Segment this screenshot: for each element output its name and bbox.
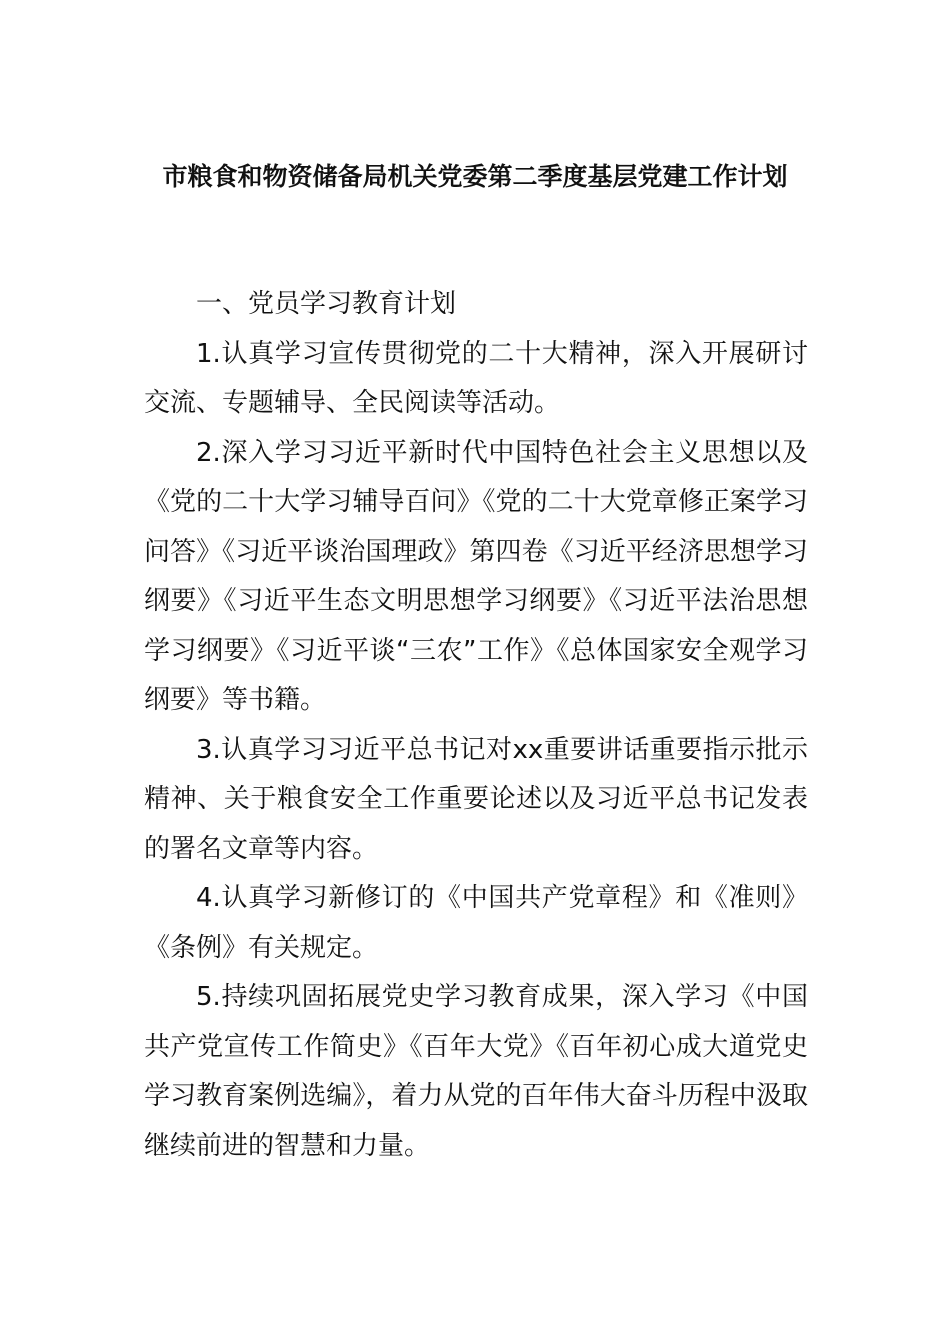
paragraph-item-4: 4.认真学习新修订的《中国共产党章程》和《准则》《条例》有关规定。 <box>144 883 808 963</box>
paragraph-item-1: 1.认真学习宣传贯彻党的二十大精神，深入开展研讨交流、专题辅导、全民阅读等活动。 <box>144 338 808 418</box>
document-title: 市粮食和物资储备局机关党委第二季度基层党建工作计划 <box>162 162 788 191</box>
paragraph-item-2: 2.深入学习习近平新时代中国特色社会主义思想以及《党的二十大学习辅导百问》《党的二十大党章修正案学习问答》《习近平谈治国理政》第四卷《习近平经济思想学习纲要》《习近平生态文明思想学习纲要》《习近平法治思想学习纲要》《习近平谈“三农”工作》《总体国家安全观学习纲要》等书籍。 <box>144 437 808 715</box>
paragraph-item-3: 3.认真学习习近平总书记对xx重要讲话重要指示批示精神、关于粮食安全工作重要论述以及习近平总书记发表的署名文章等内容。 <box>144 734 808 864</box>
section-heading: 一、党员学习教育计划 <box>196 289 457 319</box>
document-body <box>144 280 808 1171</box>
paragraph-item-5: 5.持续巩固拓展党史学习教育成果，深入学习《中国共产党宣传工作简史》《百年大党》《百年初心成大道党史学习教育案例选编》，着力从党的百年伟大奋斗历程中汲取继续前进的智慧和力量。 <box>144 982 808 1161</box>
